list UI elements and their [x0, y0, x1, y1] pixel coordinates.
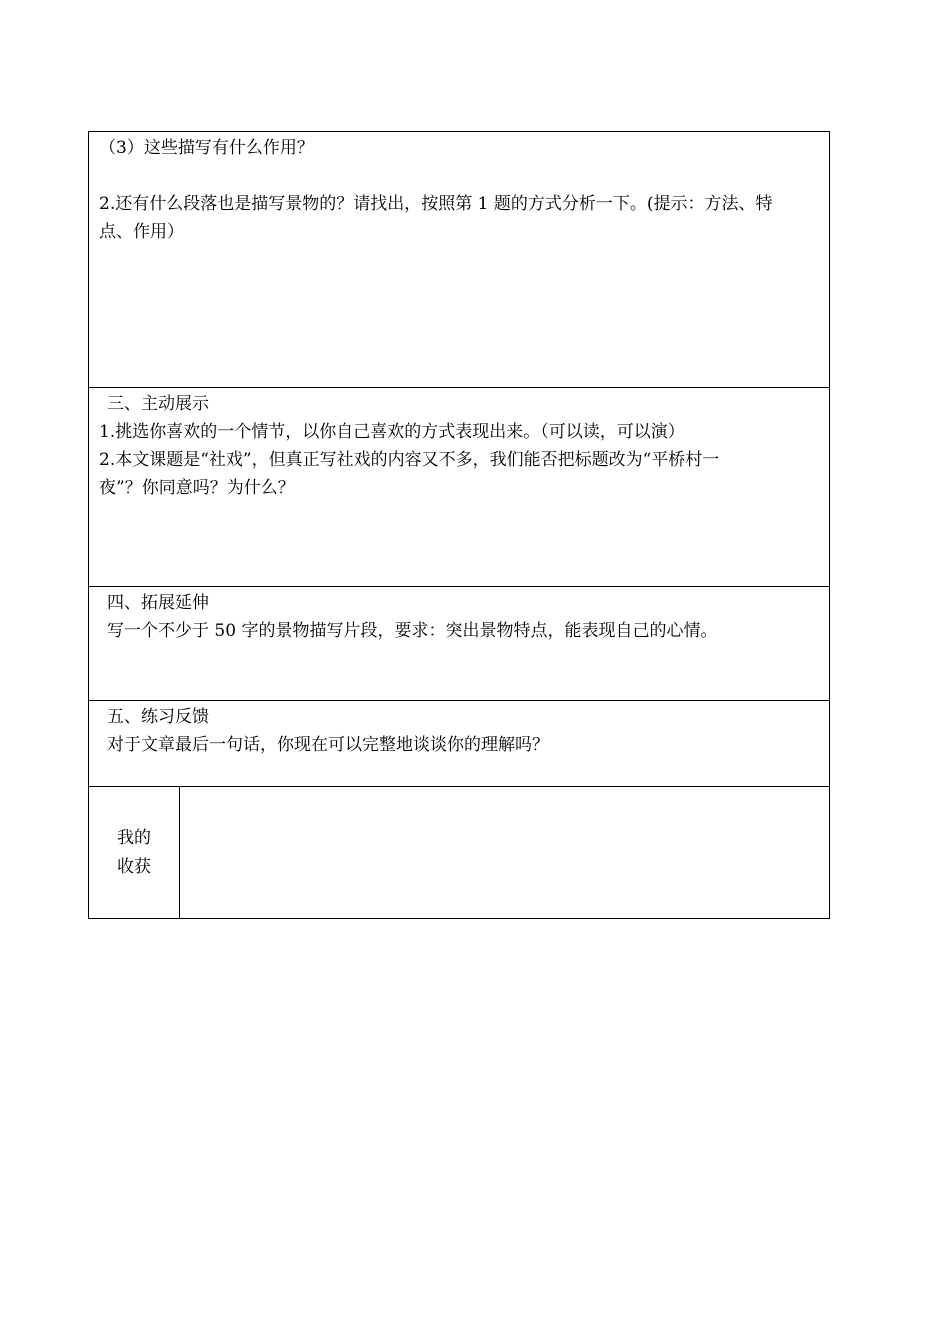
section-heading-practice: 五、练习反馈: [107, 707, 209, 727]
analysis-row: [89, 132, 830, 388]
extension-task: 写一个不少于 50 字的景物描写片段，要求：突出景物特点，能表现自己的心情。: [107, 621, 718, 641]
display-row: [89, 388, 830, 587]
display-item-2-line-1: 2.本文课题是“社戏”，但真正写社戏的内容又不多，我们能否把标题改为“平桥村一: [99, 450, 720, 470]
practice-cell: [89, 701, 830, 787]
display-cell: [89, 388, 830, 587]
practice-row: [89, 701, 830, 787]
practice-question: 对于文章最后一句话，你现在可以完整地谈谈你的理解吗？: [107, 735, 549, 755]
question-2-line-2: 点、作用）: [99, 222, 184, 242]
extension-cell: [89, 587, 830, 701]
question-2-line-1: 2.还有什么段落也是描写景物的？请找出，按照第 1 题的方式分析一下。(提示：方法、特: [99, 194, 773, 214]
harvest-label-cell: [89, 787, 180, 919]
section-heading-display: 三、主动展示: [107, 394, 209, 414]
extension-row: [89, 587, 830, 701]
harvest-label-line-2: 收获: [117, 856, 151, 877]
harvest-label-line-1: 我的: [117, 827, 151, 848]
display-item-1: 1.挑选你喜欢的一个情节，以你自己喜欢的方式表现出来。（可以读，可以演）: [99, 422, 685, 442]
analysis-cell: [89, 132, 830, 388]
worksheet-table: [88, 131, 830, 919]
harvest-row: [89, 787, 830, 919]
question-3: （3）这些描写有什么作用？: [99, 138, 314, 158]
harvest-content-cell[interactable]: [180, 787, 830, 919]
section-heading-extension: 四、拓展延伸: [107, 593, 209, 613]
display-item-2-line-2: 夜”？你同意吗？为什么？: [99, 478, 295, 498]
